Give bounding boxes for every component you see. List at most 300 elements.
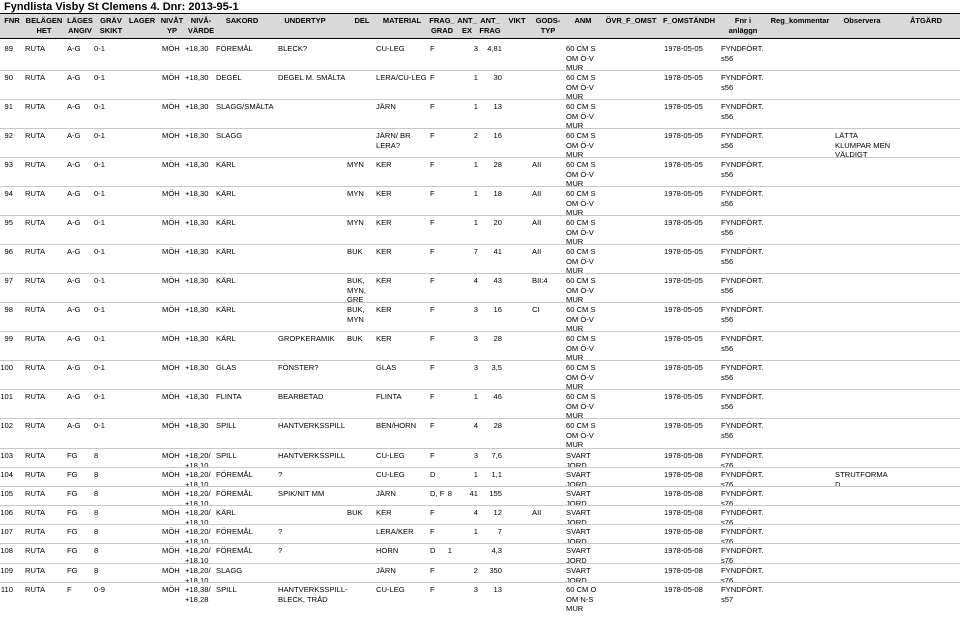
cell-fomst: 1978-05-05 [664, 218, 703, 227]
cell-vikt: 28 [493, 334, 502, 343]
cell-vikt: 20 [493, 218, 502, 227]
cell-antfrag: 1 [473, 527, 478, 536]
cell-fomst: 1978-05-05 [664, 160, 703, 169]
cell-undertyp: ? [278, 470, 283, 479]
cell-fnri: FYNDFÖRT. s76 [721, 566, 764, 585]
row-divider [0, 486, 960, 487]
column-header-fraggrad: FRAG_ GRAD [429, 16, 455, 35]
cell-fomst: 1978-05-08 [664, 451, 703, 460]
table-row [0, 102, 960, 131]
cell-vikt: 13 [493, 102, 502, 111]
cell-anm: 60 CM S OM Ö-V MUR [566, 160, 596, 189]
cell-lages: F [67, 585, 72, 594]
cell-antfrag: 3 [473, 585, 478, 594]
cell-fomst: 1978-05-08 [664, 527, 703, 536]
cell-material: KER [376, 305, 392, 314]
column-header-fomst: F_OMSTÄNDH [662, 16, 716, 25]
cell-anm: SVART JORD [566, 527, 591, 546]
cell-anm: SVART JORD [566, 489, 591, 508]
cell-fnri: FYNDFÖRT. s56 [721, 421, 764, 440]
column-header-lager: LAGER [128, 16, 156, 25]
cell-grav: 8 [94, 566, 99, 575]
cell-grav: 0-1 [94, 392, 105, 401]
cell-belagen: RUTA [25, 527, 46, 536]
cell-nivatyp: MÖH [162, 470, 180, 479]
cell-belagen: RUTA [25, 566, 46, 575]
cell-fomst: 1978-05-05 [664, 276, 703, 285]
cell-del: MYN [347, 160, 364, 169]
cell-material: KER [376, 247, 392, 256]
cell-fnr: 103 [0, 451, 13, 460]
cell-material: CU-LEG [376, 585, 405, 594]
cell-sakord: KÄRL [216, 218, 236, 227]
cell-belagen: RUTA [25, 247, 46, 256]
cell-fomst: 1978-05-08 [664, 566, 703, 575]
cell-fnri: FYNDFÖRT. s76 [721, 546, 764, 565]
cell-vikt: 4,81 [487, 44, 502, 53]
cell-belagen: RUTA [25, 363, 46, 372]
cell-undertyp: FÖNSTER? [278, 363, 319, 372]
cell-fnr: 94 [4, 189, 13, 198]
table-row [0, 276, 960, 305]
cell-anm: 60 CM S OM Ö-V MUR [566, 73, 596, 102]
cell-fnri: FYNDFÖRT. s76 [721, 508, 764, 527]
cell-antfrag: 1 [473, 73, 478, 82]
cell-del: BUK [347, 508, 363, 517]
cell-undertyp: HANTVERKSSPILL [278, 421, 346, 430]
cell-nivatyp: MÖH [162, 363, 180, 372]
cell-lages: A-G [67, 363, 81, 372]
row-divider [0, 157, 960, 158]
cell-nivatyp: MÖH [162, 508, 180, 517]
cell-sakord: KÄRL [216, 334, 236, 343]
cell-fnri: FYNDFÖRT. s56 [721, 160, 764, 179]
cell-del: BUK, MYN, GRE [347, 276, 366, 305]
cell-antex: 1 [447, 546, 452, 555]
cell-observera: LÄTTA KLUMPAR MEN VÄLDIGT [835, 131, 891, 160]
cell-belagen: RUTA [25, 546, 46, 555]
cell-fraggrad: F [430, 102, 435, 111]
cell-grav: 0-1 [94, 363, 105, 372]
table-row [0, 585, 960, 614]
cell-del: BUK [347, 334, 363, 343]
cell-fraggrad: F [430, 585, 435, 594]
cell-undertyp: SPIK/NIT MM [278, 489, 325, 498]
column-header-regk: Reg_kommentar [770, 16, 830, 25]
cell-anm: 60 CM S OM Ö-V MUR [566, 131, 596, 160]
cell-antfrag: 1 [473, 160, 478, 169]
row-divider [0, 186, 960, 187]
cell-belagen: RUTA [25, 305, 46, 314]
cell-fnri: FYNDFÖRT. s76 [721, 489, 764, 508]
cell-del: MYN [347, 218, 364, 227]
cell-sakord: KÄRL [216, 247, 236, 256]
cell-godstyp: AII [532, 508, 542, 517]
cell-material: KER [376, 218, 392, 227]
cell-sakord: KÄRL [216, 160, 236, 169]
cell-undertyp: BEARBETAD [278, 392, 324, 401]
cell-anm: 60 CM S OM Ö-V MUR [566, 421, 596, 450]
cell-antfrag: 4 [473, 276, 478, 285]
row-divider [0, 360, 960, 361]
column-header-sakord: SAKORD [225, 16, 259, 25]
cell-fnri: FYNDFÖRT. s56 [721, 363, 764, 382]
row-divider [0, 543, 960, 544]
cell-sakord: FÖREMÅL [216, 44, 253, 53]
cell-sakord: GLAS [216, 363, 237, 372]
cell-nivavarde: +18,20/ +18,10 [185, 508, 211, 527]
cell-fomst: 1978-05-08 [664, 546, 703, 555]
cell-belagen: RUTA [25, 44, 46, 53]
cell-lages: FG [67, 508, 78, 517]
cell-nivatyp: MÖH [162, 305, 180, 314]
cell-fnri: FYNDFÖRT. s76 [721, 451, 764, 470]
cell-nivatyp: MÖH [162, 247, 180, 256]
cell-undertyp: BLECK? [278, 44, 308, 53]
column-header-nivatyp: NIVÅT YP [160, 16, 184, 35]
cell-sakord: KÄRL [216, 508, 236, 517]
cell-fnri: FYNDFÖRT. s56 [721, 73, 764, 92]
cell-lages: FG [67, 470, 78, 479]
cell-fomst: 1978-05-05 [664, 189, 703, 198]
cell-fnr: 97 [4, 276, 13, 285]
cell-nivavarde: +18,20/ +18,10 [185, 546, 211, 565]
cell-anm: SVART JORD [566, 566, 591, 585]
cell-lages: FG [67, 546, 78, 555]
cell-lages: A-G [67, 218, 81, 227]
cell-vikt: 41 [493, 247, 502, 256]
cell-fomst: 1978-05-05 [664, 247, 703, 256]
cell-fnr: 110 [0, 585, 13, 594]
cell-nivavarde: +18,20/ +18,10 [185, 489, 211, 508]
cell-lages: FG [67, 451, 78, 460]
cell-fraggrad: F [430, 334, 435, 343]
cell-antex: 8 [447, 489, 452, 498]
cell-nivavarde: +18,30 [185, 218, 209, 227]
cell-belagen: RUTA [25, 189, 46, 198]
cell-godstyp: AII [532, 160, 542, 169]
cell-fnri: FYNDFÖRT. s56 [721, 102, 764, 121]
cell-lages: A-G [67, 334, 81, 343]
cell-anm: 60 CM S OM Ö-V MUR [566, 247, 596, 276]
cell-lages: FG [67, 489, 78, 498]
table-row [0, 131, 960, 160]
cell-fnri: FYNDFÖRT. s56 [721, 218, 764, 237]
cell-vikt: 12 [493, 508, 502, 517]
cell-belagen: RUTA [25, 392, 46, 401]
cell-nivatyp: MÖH [162, 546, 180, 555]
column-header-godstyp: GODS- TYP [535, 16, 561, 35]
cell-lages: A-G [67, 160, 81, 169]
row-divider [0, 331, 960, 332]
cell-fnri: FYNDFÖRT. s76 [721, 470, 764, 489]
cell-undertyp: HANTVERKSSPILL- BLECK, TRÅD [278, 585, 348, 604]
cell-antfrag: 1 [473, 102, 478, 111]
cell-antfrag: 1 [473, 189, 478, 198]
cell-fraggrad: F [430, 421, 435, 430]
cell-nivavarde: +18,38/ +18,28 [185, 585, 211, 604]
cell-nivavarde: +18,30 [185, 131, 209, 140]
cell-material: FLINTA [376, 392, 402, 401]
cell-anm: 60 CM S OM Ö-V MUR [566, 276, 596, 305]
cell-grav: 0-1 [94, 218, 105, 227]
cell-belagen: RUTA [25, 160, 46, 169]
cell-grav: 0-1 [94, 421, 105, 430]
cell-anm: 60 CM S OM Ö-V MUR [566, 44, 596, 73]
cell-lages: FG [67, 527, 78, 536]
cell-grav: 0-1 [94, 247, 105, 256]
cell-nivatyp: MÖH [162, 585, 180, 594]
cell-fnr: 100 [0, 363, 13, 372]
cell-material: CU-LEG [376, 44, 405, 53]
cell-fnr: 102 [0, 421, 13, 430]
cell-fnr: 93 [4, 160, 13, 169]
cell-lages: A-G [67, 421, 81, 430]
cell-nivavarde: +18,30 [185, 421, 209, 430]
column-header-belagen: BELÄGEN HET [25, 16, 63, 35]
cell-fraggrad: F [430, 189, 435, 198]
column-header-atgard: ÅTGÄRD [909, 16, 943, 25]
cell-godstyp: AII [532, 247, 542, 256]
cell-antfrag: 2 [473, 131, 478, 140]
cell-vikt: 43 [493, 276, 502, 285]
cell-fnr: 96 [4, 247, 13, 256]
cell-grav: 0-1 [94, 276, 105, 285]
cell-fnr: 106 [0, 508, 13, 517]
cell-godstyp: AII [532, 218, 542, 227]
row-divider [0, 99, 960, 100]
cell-grav: 0-1 [94, 334, 105, 343]
cell-vikt: 28 [493, 160, 502, 169]
cell-belagen: RUTA [25, 508, 46, 517]
cell-anm: 60 CM S OM Ö-V MUR [566, 363, 596, 392]
cell-grav: 0-9 [94, 585, 105, 594]
cell-antfrag: 41 [469, 489, 478, 498]
cell-fraggrad: F [430, 218, 435, 227]
cell-nivatyp: MÖH [162, 189, 180, 198]
cell-antfrag: 4 [473, 421, 478, 430]
cell-fraggrad: F [430, 73, 435, 82]
cell-nivatyp: MÖH [162, 421, 180, 430]
row-divider [0, 418, 960, 419]
cell-material: GLAS [376, 363, 397, 372]
cell-material: LERA/CU-LEG [376, 73, 427, 82]
cell-anm: SVART JORD [566, 451, 591, 470]
cell-antfrag: 1 [473, 470, 478, 479]
table-row [0, 392, 960, 421]
cell-belagen: RUTA [25, 102, 46, 111]
cell-vikt: 18 [493, 189, 502, 198]
cell-material: JÄRN/ BR LERA? [376, 131, 411, 150]
cell-fnr: 99 [4, 334, 13, 343]
cell-undertyp: DEGEL M. SMÄLTA [278, 73, 346, 82]
table-row [0, 160, 960, 189]
cell-fnri: FYNDFÖRT. s56 [721, 247, 764, 266]
cell-belagen: RUTA [25, 218, 46, 227]
cell-fraggrad: F [430, 247, 435, 256]
table-row [0, 334, 960, 363]
cell-fnri: FYNDFÖRT. s76 [721, 527, 764, 546]
cell-nivatyp: MÖH [162, 131, 180, 140]
cell-lages: FG [67, 566, 78, 575]
cell-lages: A-G [67, 131, 81, 140]
cell-fomst: 1978-05-05 [664, 334, 703, 343]
cell-fomst: 1978-05-08 [664, 508, 703, 517]
cell-material: BEN/HORN [376, 421, 417, 430]
table-row [0, 218, 960, 247]
cell-nivatyp: MÖH [162, 566, 180, 575]
column-header-antfrag: ANT_ FRAG [479, 16, 501, 35]
cell-antfrag: 3 [473, 334, 478, 343]
cell-nivavarde: +18,30 [185, 102, 209, 111]
cell-nivavarde: +18,30 [185, 305, 209, 314]
cell-nivatyp: MÖH [162, 392, 180, 401]
cell-fnri: FYNDFÖRT. s56 [721, 131, 764, 150]
cell-vikt: 7 [497, 527, 502, 536]
cell-belagen: RUTA [25, 276, 46, 285]
cell-nivavarde: +18,30 [185, 392, 209, 401]
cell-vikt: 28 [493, 421, 502, 430]
row-divider [0, 467, 960, 468]
cell-fraggrad: F [430, 392, 435, 401]
cell-fomst: 1978-05-05 [664, 305, 703, 314]
document-title: Fyndlista Visby St Clemens 4. Dnr: 2013-95-1 [4, 1, 239, 13]
cell-vikt: 30 [493, 73, 502, 82]
cell-anm: 60 CM S OM Ö-V MUR [566, 102, 596, 131]
row-divider [0, 563, 960, 564]
row-divider [0, 582, 960, 583]
cell-fnri: FYNDFÖRT. s56 [721, 334, 764, 353]
column-header-lages: LÄGES ANGIV [67, 16, 93, 35]
cell-vikt: 16 [493, 305, 502, 314]
row-divider [0, 389, 960, 390]
cell-fnri: FYNDFÖRT. s57 [721, 585, 764, 604]
column-header-del: DEL [354, 16, 370, 25]
row-divider [0, 70, 960, 71]
cell-belagen: RUTA [25, 73, 46, 82]
cell-vikt: 4,3 [491, 546, 502, 555]
cell-fnri: FYNDFÖRT. s56 [721, 392, 764, 411]
cell-lages: A-G [67, 73, 81, 82]
cell-vikt: 350 [489, 566, 502, 575]
cell-sakord: KÄRL [216, 189, 236, 198]
cell-lages: A-G [67, 189, 81, 198]
cell-grav: 8 [94, 489, 99, 498]
cell-nivavarde: +18,30 [185, 160, 209, 169]
cell-nivatyp: MÖH [162, 160, 180, 169]
cell-antfrag: 3 [473, 305, 478, 314]
cell-anm: 60 CM S OM Ö-V MUR [566, 334, 596, 363]
cell-fnr: 90 [4, 73, 13, 82]
column-header-vikt: VIKT [508, 16, 526, 25]
cell-fraggrad: F [430, 527, 435, 536]
cell-nivatyp: MÖH [162, 44, 180, 53]
table-row [0, 44, 960, 73]
cell-anm: 60 CM S OM Ö-V MUR [566, 392, 596, 421]
cell-antfrag: 3 [473, 363, 478, 372]
table-row [0, 421, 960, 450]
cell-lages: A-G [67, 247, 81, 256]
cell-nivatyp: MÖH [162, 218, 180, 227]
cell-sakord: FÖREMÅL [216, 470, 253, 479]
cell-fnri: FYNDFÖRT. s56 [721, 44, 764, 63]
cell-lages: A-G [67, 392, 81, 401]
cell-fraggrad: D [430, 546, 436, 555]
column-header-ovr: ÖVR_F_OMST [605, 16, 657, 25]
cell-fomst: 1978-05-05 [664, 44, 703, 53]
cell-grav: 0-1 [94, 189, 105, 198]
row-divider [0, 128, 960, 129]
cell-fraggrad: F [430, 160, 435, 169]
cell-fraggrad: D [430, 470, 436, 479]
cell-fraggrad: F [430, 131, 435, 140]
cell-grav: 0-1 [94, 160, 105, 169]
cell-anm: 60 CM S OM Ö-V MUR [566, 218, 596, 247]
cell-nivavarde: +18,30 [185, 363, 209, 372]
column-header-antex: ANT_ EX [457, 16, 477, 35]
cell-antfrag: 3 [473, 44, 478, 53]
cell-belagen: RUTA [25, 334, 46, 343]
cell-material: CU-LEG [376, 451, 405, 460]
cell-sakord: SPILL [216, 585, 237, 594]
cell-material: LERA/KER [376, 527, 414, 536]
cell-nivatyp: MÖH [162, 489, 180, 498]
cell-lages: A-G [67, 276, 81, 285]
cell-grav: 8 [94, 470, 99, 479]
cell-vikt: 46 [493, 392, 502, 401]
cell-nivatyp: MÖH [162, 73, 180, 82]
cell-material: JÄRN [376, 102, 396, 111]
cell-vikt: 7,6 [491, 451, 502, 460]
cell-anm: 60 CM S OM Ö-V MUR [566, 189, 596, 218]
cell-sakord: DEGEL [216, 73, 242, 82]
cell-fraggrad: F [430, 44, 435, 53]
cell-antfrag: 1 [473, 392, 478, 401]
cell-nivavarde: +18,30 [185, 44, 209, 53]
cell-fnr: 101 [0, 392, 13, 401]
column-header-fnri: Fnr i anläggn [728, 16, 758, 35]
cell-fraggrad: F [430, 276, 435, 285]
cell-nivavarde: +18,20/ +18,10 [185, 527, 211, 546]
cell-fraggrad: D, F [430, 489, 445, 498]
row-divider [0, 524, 960, 525]
cell-undertyp: ? [278, 527, 283, 536]
cell-lages: A-G [67, 44, 81, 53]
cell-sakord: FÖREMÅL [216, 546, 253, 555]
cell-antfrag: 4 [473, 508, 478, 517]
cell-nivavarde: +18,30 [185, 334, 209, 343]
cell-fomst: 1978-05-05 [664, 102, 703, 111]
row-divider [0, 244, 960, 245]
cell-fnr: 107 [0, 527, 13, 536]
cell-material: KER [376, 160, 392, 169]
cell-belagen: RUTA [25, 489, 46, 498]
cell-material: KER [376, 189, 392, 198]
cell-sakord: SPILL [216, 421, 237, 430]
cell-fomst: 1978-05-08 [664, 585, 703, 594]
cell-godstyp: BII:4 [532, 276, 548, 285]
cell-belagen: RUTA [25, 451, 46, 460]
cell-fraggrad: F [430, 508, 435, 517]
cell-fnr: 98 [4, 305, 13, 314]
cell-sakord: FLINTA [216, 392, 242, 401]
cell-undertyp: ? [278, 546, 283, 555]
cell-belagen: RUTA [25, 470, 46, 479]
cell-fomst: 1978-05-05 [664, 363, 703, 372]
cell-sakord: SPILL [216, 451, 237, 460]
cell-antfrag: 7 [473, 247, 478, 256]
cell-belagen: RUTA [25, 585, 46, 594]
